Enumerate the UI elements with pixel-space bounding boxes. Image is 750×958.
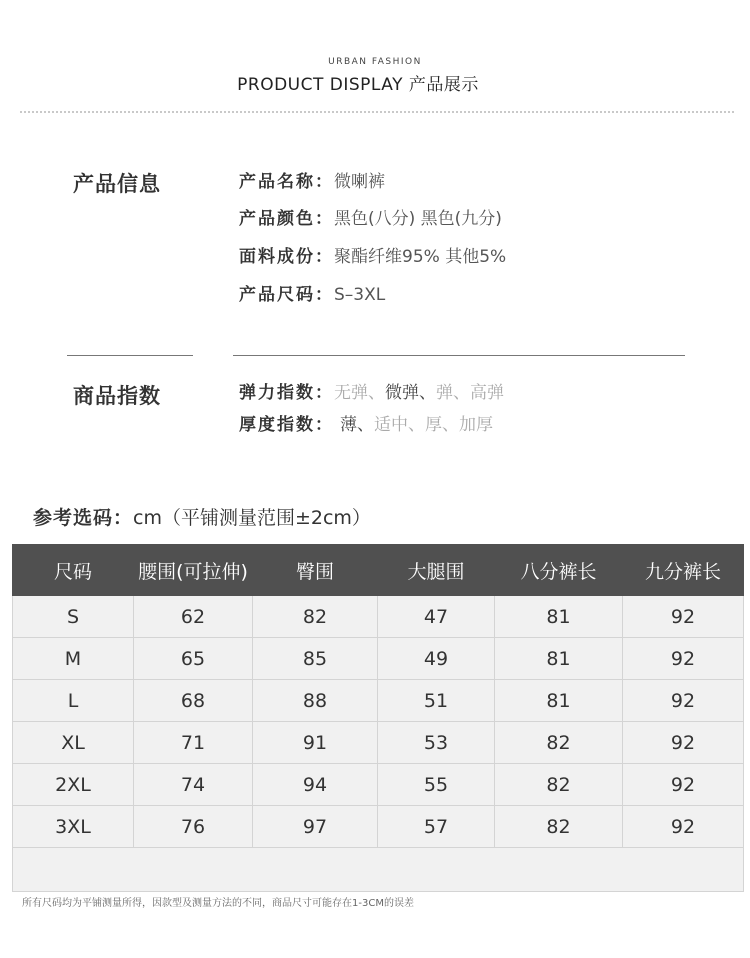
header-thigh: 大腿围 <box>378 545 495 596</box>
cell-length-ninth: 92 <box>623 722 744 764</box>
cell-waist: 62 <box>134 596 253 638</box>
elasticity-option-selected: 微弹、 <box>385 383 436 403</box>
cell-hip: 94 <box>253 764 378 806</box>
header-waist: 腰围(可拉伸) <box>134 545 253 596</box>
cell-hip: 88 <box>253 680 378 722</box>
info-key: 产品颜色： <box>239 209 334 229</box>
product-index-label: 商品指数 <box>73 384 161 408</box>
section-divider-right <box>233 355 685 356</box>
brand-subtitle: URBAN FASHION <box>328 57 422 67</box>
table-row <box>13 764 744 806</box>
table-empty-row <box>13 848 744 892</box>
cell-hip: 97 <box>253 806 378 848</box>
table-row <box>13 680 744 722</box>
info-value: 微喇裤 <box>334 172 385 192</box>
thickness-option: 厚、 <box>425 415 459 435</box>
header-size: 尺码 <box>13 545 134 596</box>
table-header-row <box>13 545 744 596</box>
info-row-name <box>239 170 385 194</box>
info-row-fabric <box>239 245 506 269</box>
cell-thigh: 49 <box>378 638 495 680</box>
cell-size: S <box>13 596 134 638</box>
cell-waist: 76 <box>134 806 253 848</box>
measurement-footnote: 所有尺码均为平铺测量所得，因款型及测量方法的不同，商品尺寸可能存在1-3CM的误差 <box>22 898 414 909</box>
cell-thigh: 53 <box>378 722 495 764</box>
cell-size: 3XL <box>13 806 134 848</box>
elasticity-option: 弹、 <box>436 383 470 403</box>
page-title: PRODUCT DISPLAY 产品展示 <box>237 75 479 95</box>
header-length-eighth: 八分裤长 <box>495 545 623 596</box>
cell-length-ninth: 92 <box>623 596 744 638</box>
info-key: 厚度指数： <box>239 415 334 435</box>
cell-thigh: 51 <box>378 680 495 722</box>
cell-size: L <box>13 680 134 722</box>
cell-length-ninth: 92 <box>623 806 744 848</box>
thickness-index <box>239 413 493 437</box>
table-row <box>13 596 744 638</box>
cell-size: M <box>13 638 134 680</box>
cell-thigh: 55 <box>378 764 495 806</box>
info-row-color <box>239 207 502 231</box>
table-row <box>13 806 744 848</box>
cell-size: XL <box>13 722 134 764</box>
reference-label: 参考选码： <box>33 507 134 529</box>
cell-thigh: 57 <box>378 806 495 848</box>
cell-hip: 82 <box>253 596 378 638</box>
info-value: S–3XL <box>334 285 386 305</box>
cell-length-ninth: 92 <box>623 764 744 806</box>
info-key: 产品尺码： <box>239 285 334 305</box>
cell-waist: 65 <box>134 638 253 680</box>
cell-length-eighth: 82 <box>495 722 623 764</box>
cell-hip: 85 <box>253 638 378 680</box>
info-key: 弹力指数： <box>239 383 334 403</box>
table-row <box>13 722 744 764</box>
cell-thigh: 47 <box>378 596 495 638</box>
thickness-option-selected: 薄、 <box>340 415 374 435</box>
thickness-option: 加厚 <box>459 415 493 435</box>
cell-length-ninth: 92 <box>623 680 744 722</box>
info-row-size <box>239 283 385 307</box>
cell-length-eighth: 81 <box>495 638 623 680</box>
info-value: 黑色(八分) 黑色(九分) <box>334 209 502 229</box>
cell-length-ninth: 92 <box>623 638 744 680</box>
header-length-ninth: 九分裤长 <box>623 545 744 596</box>
thickness-option: 适中、 <box>374 415 425 435</box>
reference-size-line <box>33 503 371 530</box>
cell-waist: 71 <box>134 722 253 764</box>
elasticity-option: 无弹、 <box>334 383 385 403</box>
cell-length-eighth: 82 <box>495 806 623 848</box>
section-divider-left <box>67 355 193 356</box>
info-value: 聚酯纤维95% 其他5% <box>334 247 507 267</box>
elasticity-option: 高弹 <box>470 383 504 403</box>
cell-waist: 68 <box>134 680 253 722</box>
cell-hip: 91 <box>253 722 378 764</box>
dotted-divider <box>20 111 734 113</box>
empty-cell <box>13 848 744 892</box>
cell-length-eighth: 81 <box>495 680 623 722</box>
cell-length-eighth: 81 <box>495 596 623 638</box>
size-table <box>12 544 744 892</box>
cell-size: 2XL <box>13 764 134 806</box>
reference-unit-note: cm（平铺测量范围±2cm） <box>133 507 371 529</box>
table-row <box>13 638 744 680</box>
elasticity-index <box>239 381 504 405</box>
product-info-label: 产品信息 <box>73 172 161 196</box>
header-hip: 臀围 <box>253 545 378 596</box>
info-key: 面料成份： <box>239 247 334 267</box>
cell-length-eighth: 82 <box>495 764 623 806</box>
cell-waist: 74 <box>134 764 253 806</box>
info-key: 产品名称： <box>239 172 334 192</box>
